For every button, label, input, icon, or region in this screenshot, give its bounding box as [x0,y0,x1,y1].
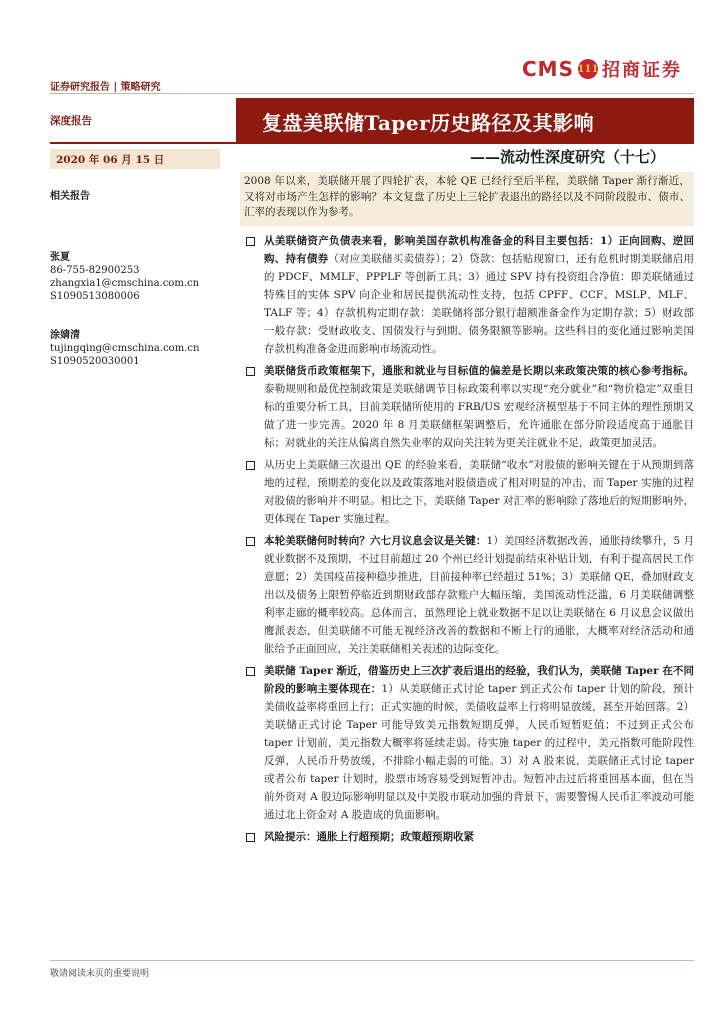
bullet-bold-text: 美联储货币政策框架下，通胀和就业与目标值的偏差是长期以来政策决策的核心参考指标。 [264,365,694,377]
analyst-name: 涂婧清 [50,330,80,341]
analyst-license: S1090520030001 [50,356,140,367]
bullet-bold-text: 从美联储资产负债表来看，影响美国存款机构准备金的科目主要包括：1）正向回购、逆回购、持有债券 [264,235,694,265]
list-item [244,456,694,528]
analyst-card [50,251,199,303]
header-divider [50,93,694,94]
list-item [244,662,694,824]
bullet-bold-text: 本轮美联储何时转向？六七月议息会议是关键： [264,535,487,547]
square-bullet-icon [246,537,255,546]
bullet-text: 泰勒规则和最优控制政策是美联储调节目标政策利率以实现“充分就业”和“物价稳定”双重目标的重要分析工具，目前美联储所使用的 FRB/US 宏观经济模型基于不同主体的理性预期又做了进一步完善。2020 年 8 月美联储框架调整后，允许通胀在部分阶段适度高于通胀目标；对就业的关注从偏离自然失业率的双向关注转为更关注就业不足，政策更加灵活。 [264,383,694,449]
bullet-text: 1）美国经济数据改善，通胀持续攀升，5 月就业数据不及预期，不过目前超过 20 个州已经计划提前结束补贴计划，有利于提高居民工作意愿；2）美国疫苗接种稳步推进，目前接种率已经超过 51%；3）美联储 QE，叠加财政支出以及债务上限暂停临近到期财政部存款账户大幅压缩，美国流动性泛滥，6 月美联储调整利率走廊的概率较高。总体而言，虽然理论上就业数据不足以让美联储在 6 月议息会议做出鹰派表态，但美联储不可能无视经济改善的数据和不断上行的通胀，大概率对经济活动和通胀给予正面回应，关注美联储相关表述的边际变化。 [264,535,695,655]
subtitle: ——流动性深度研究（十七） [470,148,666,166]
bullet-bold-text: 美联储 Taper 渐近，借鉴历史上三次扩表后退出的经验，我们认为，美联储 Taper 在不同阶段的影响主要体现在： [264,665,694,695]
report-category: 证券研究报告 | 策略研究 [50,82,161,93]
logo-cms-text: CMS [522,57,574,81]
page-title: 复盘美联储Taper历史路径及其影响 [262,111,595,135]
square-bullet-icon [246,667,255,676]
bullet-text: 1）从美联储正式讨论 taper 到正式公布 taper 计划的阶段，预计美债收益率将重回上行；正式实施的时候，美债收益率上行将明显放缓，甚至开始回落。2）美联储正式讨论 Taper 可能导致美元指数短期反弹，人民币短暂贬值；不过到正式公布 taper 计划前，美元指数大概率将延续走弱。待实施 taper 的过程中，美元指数可能阶段性反弹，人民币升势放缓，不排除小幅走弱的可能。3）对 A 股来说，美联储正式讨论 taper 或者公布 taper 计划时，股票市场容易受到短暂冲击。短暂冲击过后将重回基本面，但在当前外资对 A 股边际影响明显以及中美股市联动加强的背景下，需要警惕人民币汇率波动可能通过北上资金对 A 股造成的负面影响。 [264,683,695,821]
square-bullet-icon [246,833,255,842]
list-item [244,828,694,846]
list-item [244,362,694,452]
logo-cn-text: 招商证券 [601,60,682,81]
analyst-card [50,329,199,368]
date-band [50,149,220,169]
cms-logo [522,54,692,84]
list-item [244,232,694,358]
title-band [236,98,694,142]
key-points-list [244,232,694,850]
document-type: 深度报告 [50,115,92,127]
analyst-name: 张夏 [50,252,70,263]
square-bullet-icon [246,367,255,376]
bullet-text: 从历史上美联储三次退出 QE 的经验来看，美联储“收水”对股债的影响关键在于从预期到落地的过程，预期差的变化以及政策落地对股债造成了相对明显的冲击，而 Taper 实施的过程对股债的影响并不明显。相比之下，美联储 Taper 对汇率的影响除了落地后的短期影响外，更体现在 Taper 实施过程。 [264,459,694,525]
list-item [244,532,694,658]
footer-divider [50,960,694,961]
title-divider [50,142,694,144]
footer-note: 敬请阅读末页的重要说明 [50,969,150,979]
analyst-phone: 86-755-82900253 [50,265,140,276]
analyst-email[interactable]: zhangxia1@cmschina.com.cn [50,278,200,289]
analyst-email[interactable]: tujingqing@cmschina.com.cn [50,343,200,354]
intro-box [240,172,694,226]
logo-badge-icon: 111 [578,59,598,79]
bullet-bold-text: 风险提示：通胀上行超预期；政策超预期收紧 [264,831,474,843]
report-date: 2020 年 06 月 15 日 [56,154,165,166]
intro-text: 2008 年以来，美联储开展了四轮扩表，本轮 QE 已经行至后半程，美联储 Taper 渐行渐近，又将对市场产生怎样的影响？本文复盘了历史上三轮扩表退出的路径以及不同阶段股市、债市、汇率的表现以作为参考。 [244,175,690,218]
square-bullet-icon [246,237,255,246]
analyst-license: S1090513080006 [50,291,140,302]
related-reports-heading: 相关报告 [50,191,90,202]
bullet-text: （对应美联储买卖债券）；2）贷款：包括贴现窗口，还有危机时期美联储启用的 PDCF、MMLF、PPPLF 等创新工具；3）通过 SPV 持有投资组合净值：即美联储通过特殊目的实体 SPV 向企业和居民提供流动性支持，包括 CPFF、CCF、MSLP、MLF、TALF 等；4）存款机构定期存款：美联储将部分银行超额准备金作为定期存款；5）财政部一般存款：受财政收支、国债发行与到期、债务限额等影响。这些科目的变化通过影响美国存款机构准备金进而影响市场流动性。 [264,253,695,355]
square-bullet-icon [246,461,255,470]
